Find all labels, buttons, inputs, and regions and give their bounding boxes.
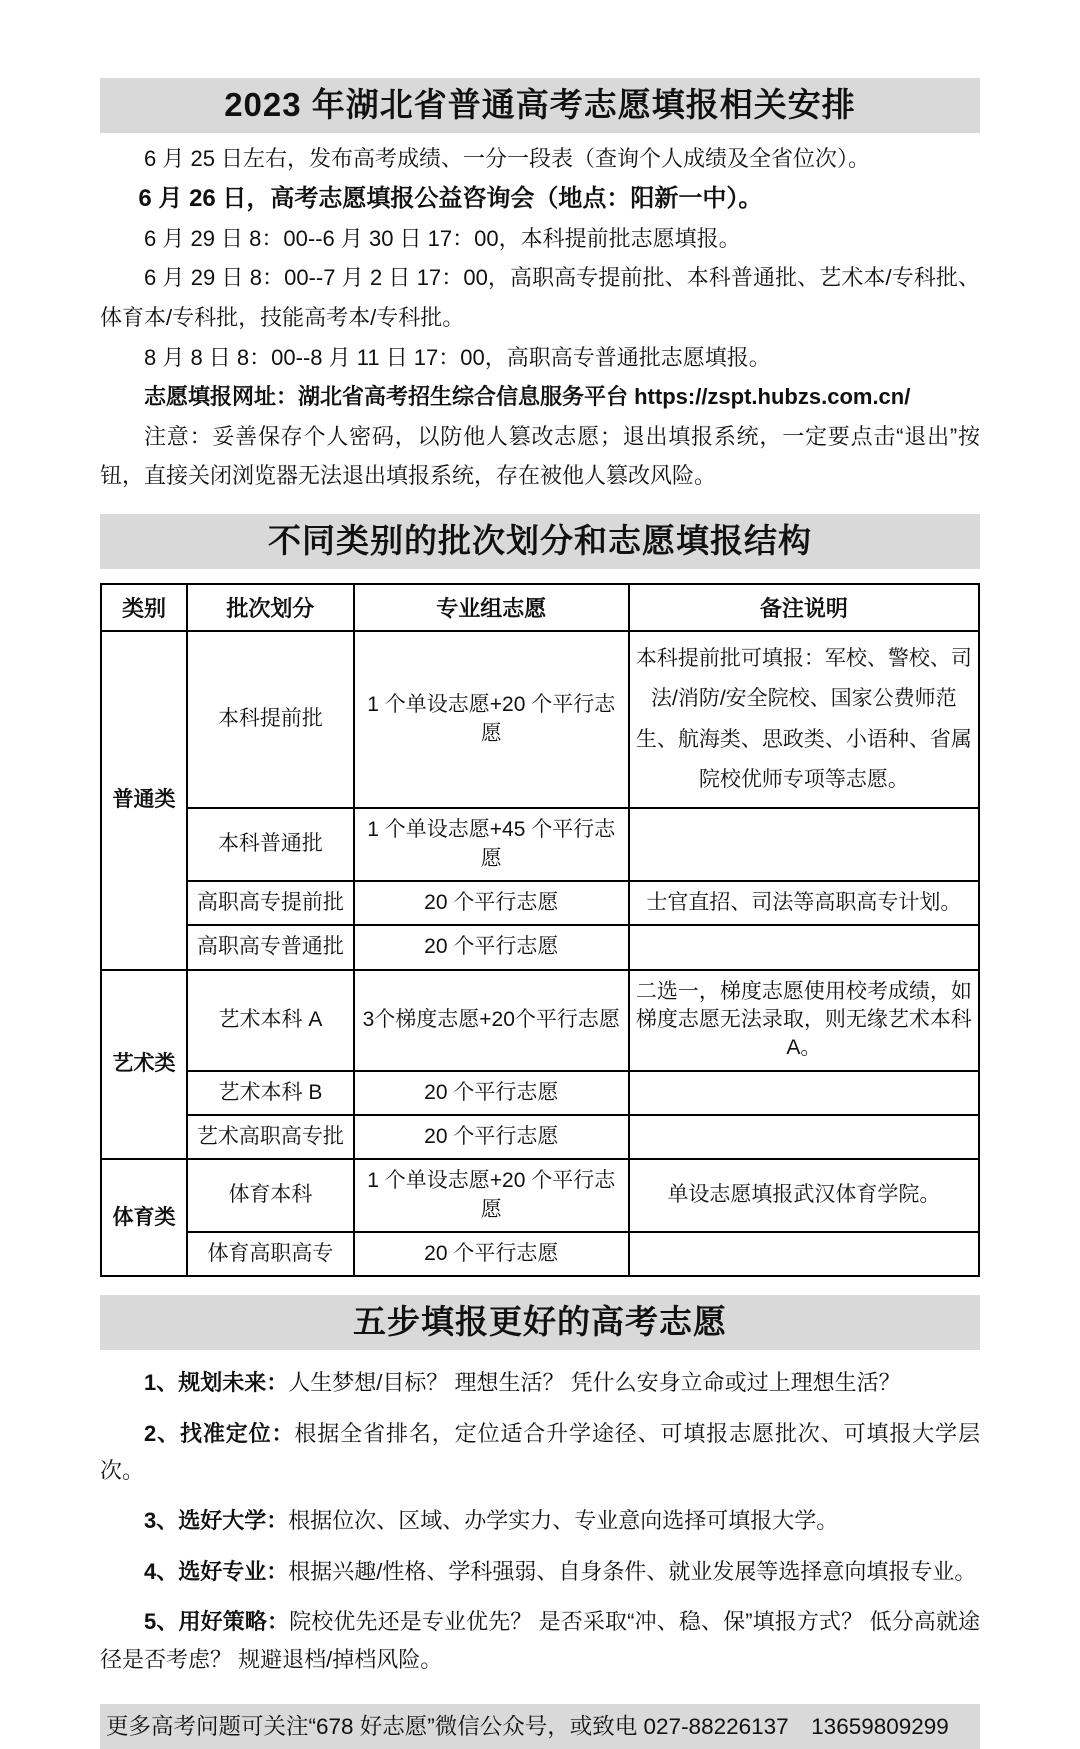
batch-cell: 本科普通批 [187,808,354,881]
header-batch: 批次划分 [187,584,354,631]
table-row [101,1115,979,1159]
table-row [101,970,979,1071]
schedule-paragraph: 8 月 8 日 8：00--8 月 11 日 17：00，高职高专普通批志愿填报。 [144,344,771,370]
schedule-paragraph: 6 月 29 日 8：00--7 月 2 日 17：00，高职高专提前批、本科普通批、艺术本/专科批、体育本/专科批，技能高考本/专科批。 [100,265,980,331]
batch-cell: 艺术本科 B [187,1071,354,1115]
note-cell [629,925,979,969]
vol-cell: 20 个平行志愿 [354,1071,629,1115]
batch-cell: 本科提前批 [187,631,354,808]
step-label: 4、选好专业： [144,1558,289,1584]
schedule-paragraph: 志愿填报网址：湖北省高考招生综合信息服务平台 https://zspt.hubzs.com.cn/ [144,384,911,410]
step-item: 1、规划未来：人生梦想/目标？ 理想生活？ 凭什么安身立命或过上理想生活？ [144,1370,901,1396]
batch-cell: 高职高专普通批 [187,925,354,969]
structure-section-title: 不同类别的批次划分和志愿填报结构 [268,522,812,559]
steps-list [100,1364,980,1678]
batch-cell: 体育高职高专 [187,1232,354,1276]
note-cell [629,1232,979,1276]
steps-section-title: 五步填报更好的高考志愿 [353,1303,727,1341]
step-label: 3、选好大学： [144,1508,289,1534]
table-row [101,925,979,969]
batch-cell: 艺术高职高专批 [187,1115,354,1159]
schedule-paragraph: 6 月 26 日，高考志愿填报公益咨询会（地点：阳新一中）。 [138,184,763,212]
note-cell [629,1115,979,1159]
header-category: 类别 [101,584,187,631]
batch-cell: 体育本科 [187,1159,354,1232]
step-item: 4、选好专业：根据兴趣/性格、学科强弱、自身条件、就业发展等选择意向填报专业。 [144,1558,977,1584]
steps-section-banner [100,1295,980,1350]
structure-table-body [101,631,979,1276]
vol-cell: 1 个单设志愿+45 个平行志愿 [354,808,629,881]
table-row [101,1159,979,1232]
schedule-section-title: 2023 年湖北省普通高考志愿填报相关安排 [224,86,856,123]
note-cell: 单设志愿填报武汉体育学院。 [629,1159,979,1232]
vol-cell: 20 个平行志愿 [354,881,629,925]
note-cell: 二选一，梯度志愿使用校考成绩，如梯度志愿无法录取，则无缘艺术本科 A。 [629,970,979,1071]
footer-contact-text: 更多高考问题可关注“678 好志愿”微信公众号，或致电 027-88226137 13659809299 [106,1713,949,1739]
step-label: 1、规划未来： [144,1370,289,1396]
batch-cell: 高职高专提前批 [187,881,354,925]
category-cell: 普通类 [101,631,187,970]
category-cell: 艺术类 [101,970,187,1160]
table-row [101,1232,979,1276]
vol-cell: 1 个单设志愿+20 个平行志愿 [354,1159,629,1232]
table-row [101,808,979,881]
table-row [101,881,979,925]
header-volunteer: 专业组志愿 [354,584,629,631]
table-header-row [101,584,979,631]
vol-cell: 20 个平行志愿 [354,1232,629,1276]
structure-section-banner [100,514,980,569]
note-cell: 本科提前批可填报：军校、警校、司法/消防/安全院校、国家公费师范生、航海类、思政类、小语种、省属院校优师专项等志愿。 [629,631,979,808]
footer-contact-bar [100,1704,980,1749]
structure-table [100,583,980,1277]
vol-cell: 20 个平行志愿 [354,1115,629,1159]
schedule-paragraph: 注意：妥善保存个人密码，以防他人篡改志愿；退出填报系统，一定要点击“退出”按钮，直接关闭浏览器无法退出填报系统，存在被他人篡改风险。 [100,423,980,489]
schedule-section-banner [100,78,980,133]
step-item: 3、选好大学：根据位次、区域、办学实力、专业意向选择可填报大学。 [144,1508,839,1534]
note-cell [629,1071,979,1115]
vol-cell: 3个梯度志愿+20个平行志愿 [354,970,629,1071]
header-note: 备注说明 [629,584,979,631]
batch-cell: 艺术本科 A [187,970,354,1071]
table-row [101,631,979,808]
step-item: 5、用好策略：院校优先还是专业优先？ 是否采取“冲、稳、保”填报方式？ 低分高就途径是否考虑？ 规避退档/掉档风险。 [100,1609,980,1672]
step-label: 2、找准定位： [144,1420,295,1446]
step-item: 2、找准定位：根据全省排名，定位适合升学途径、可填报志愿批次、可填报大学层次。 [100,1420,980,1484]
schedule-paragraph: 6 月 29 日 8：00--6 月 30 日 17：00，本科提前批志愿填报。 [144,225,741,251]
note-cell: 士官直招、司法等高职高专计划。 [629,881,979,925]
schedule-paragraph: 6 月 25 日左右，发布高考成绩、一分一段表（查询个人成绩及全省位次）。 [144,145,871,171]
note-cell [629,808,979,881]
category-cell: 体育类 [101,1159,187,1276]
schedule-paragraphs [100,139,980,496]
vol-cell: 1 个单设志愿+20 个平行志愿 [354,631,629,808]
step-label: 5、用好策略： [144,1609,290,1635]
table-row [101,1071,979,1115]
structure-table-wrap [100,583,980,1277]
vol-cell: 20 个平行志愿 [354,925,629,969]
